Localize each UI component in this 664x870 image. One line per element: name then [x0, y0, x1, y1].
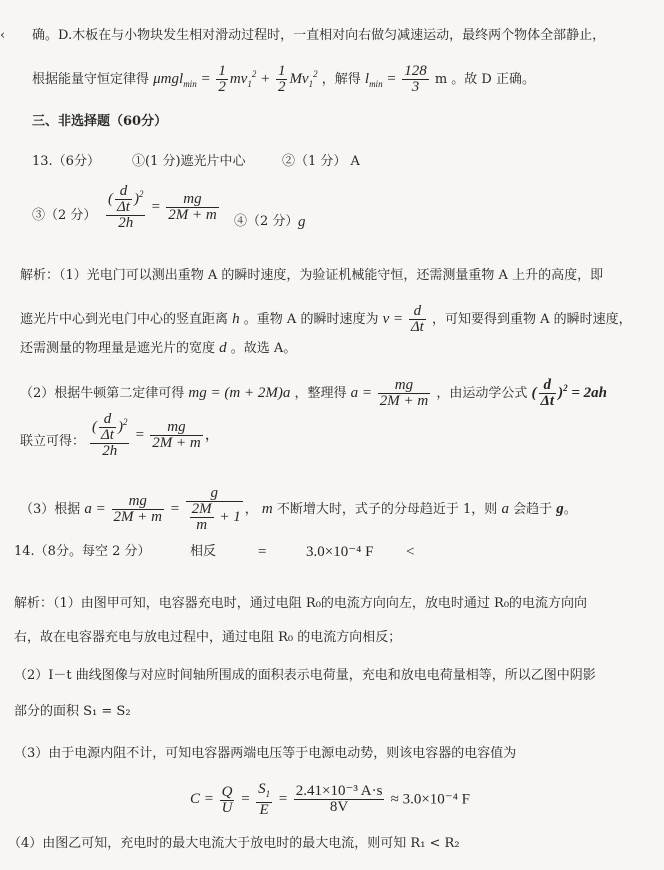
a13-p2-line1 — [20, 378, 607, 409]
a13-p1-line2c: ，可知要得到重物 A 的瞬时速度， — [432, 311, 632, 327]
a14-p3-line1: （3）由于电源内阻不计，可知电容器两端电压等于电源电动势，则该电容器的电容值为 — [14, 746, 517, 761]
lmin-den: 3 — [411, 79, 420, 96]
var-g: g — [556, 500, 564, 517]
lmin-num: 128 — [404, 63, 427, 80]
edge-mark: ‹ — [0, 28, 6, 43]
top-line-2-prefix: 根据能量守恒定律得 — [32, 72, 150, 87]
q13-ans3-label: ③（2 分） — [32, 208, 97, 223]
a13-p3 — [20, 486, 577, 533]
top-line-2-suffix: m 。故 D 正确。 — [434, 72, 535, 87]
formula-a-limit: a = $\frac{mg}{2M + m}$ = g $\frac{2M}{m}$ + 1 — [84, 485, 241, 533]
var-d: d — [219, 340, 227, 356]
formula-lmin: $l_{min}$ = $\frac{128}{3}$ — [364, 63, 427, 96]
q13-label: 13.（6分） — [32, 154, 100, 169]
q13-ans4-var: g — [298, 214, 306, 230]
a14-capacitance-formula: C = $\frac{Q}{U}$ = $\frac{S_1}{E}$ = $\frac{\text{2.41×10⁻³ A·s}}{8V}$ ≈ 3.0×10⁻⁴ F — [190, 781, 471, 818]
a13-p2-a: （2）根据牛顿第二定律可得 — [20, 386, 185, 401]
a13-p1-line3b: 。故选 A。 — [230, 341, 297, 356]
cap-result: ≈ 3.0×10⁻⁴ F — [390, 791, 471, 808]
q14-ans2: = — [258, 544, 267, 560]
q13-ans2: ②（1 分） A — [282, 154, 360, 169]
q13-ans4-label: ④（2 分） — [234, 214, 299, 229]
formula-kinematic: ( $\frac{d}{\Delta t}$ )$^2$ = 2ah — [531, 377, 607, 410]
a13-p2-c: ，由运动学公式 — [436, 386, 528, 401]
q14-ans4: < — [406, 544, 415, 560]
q14-ans3: 3.0×10⁻⁴ F — [306, 544, 374, 560]
formula-newton: mg = (m + 2M)a — [188, 385, 291, 401]
q13-ans1: ①(1 分)遮光片中心 — [132, 154, 246, 169]
a14-p1-line1: 解析：（1）由图甲可知，电容器充电时，通过电阻 R₀的电流方向向左，放电时通过 R₀的电流方向向 — [14, 596, 588, 611]
cap-den: 8V — [329, 799, 349, 816]
a13-p3-a: （3）根据 — [20, 501, 81, 517]
var-a: a — [501, 500, 509, 517]
section-title: 三、非选择题（60分） — [32, 114, 168, 129]
a14-p2-line2: 部分的面积 S₁ = S₂ — [14, 704, 131, 719]
a14-p1-line2: 右，故在电容器充电与放电过程中，通过电阻 R₀ 的电流方向相反； — [14, 630, 402, 645]
formula-v: v = $\frac{d}{\Delta t}$ — [382, 303, 424, 335]
top-line-2-mid: ，解得 — [321, 72, 361, 87]
a13-p1-line2b: 。重物 A 的瞬时速度为 — [243, 311, 379, 327]
a13-p1-line2a: 遮光片中心到光电门中心的竖直距离 — [20, 311, 229, 327]
a14-p2-line1: （2）I－t 曲线图像与对应时间轴所围成的面积表示电荷量，充电和放电电荷量相等，所以乙图中阴影 — [14, 668, 596, 683]
a13-p1-line1: 解析：（1）光电门可以测出重物 A 的瞬时速度，为验证机械能守恒，还需测量重物 A 上升的高度，即 — [20, 268, 604, 283]
a13-p1-line3 — [20, 338, 296, 359]
q14-ans1: 相反 — [190, 544, 217, 559]
a13-p3-b: ， — [244, 501, 258, 517]
var-m: m — [261, 500, 273, 517]
top-line-2 — [32, 64, 535, 95]
a13-p3-c: 不断增大时，式子的分母趋近于 1，则 — [276, 501, 498, 517]
a14-p4-line1: （4）由图乙可知，充电时的最大电流大于放电时的最大电流，则可知 R₁ < R₂ — [8, 836, 460, 851]
a13-p3-end: 。 — [563, 501, 577, 517]
q14-label: 14.（8分。每空 2 分） — [14, 544, 151, 559]
a13-p3-d: 会趋于 — [513, 501, 553, 517]
a13-p1-line3a: 还需测量的物理量是遮光片的宽度 — [20, 341, 216, 356]
cap-num: 2.41×10⁻³ A·s — [295, 783, 383, 800]
a13-p2-d: 联立可得： — [20, 434, 86, 449]
formula-energy: μmgl$_{min}$ = $\frac{1}{2}$ $mv_1^2$ + $\frac{1}{2}$ $Mv_1^2$ — [153, 63, 318, 96]
top-line-1: 确。D.木板在与小物块发生相对滑动过程时，一直相对向右做匀减速运动，最终两个物体全部静止， — [32, 28, 606, 43]
a13-p2-b: ，整理得 — [294, 386, 347, 401]
q13-ans3-formula: ( $\frac{d}{\Delta t}$ )$^2$ 2h = $\frac{mg}{2M + m}$ — [108, 183, 217, 231]
a13-p1-line2 — [20, 304, 632, 335]
formula-a: a = $\frac{mg}{2M + m}$ — [350, 377, 429, 410]
a13-combined-formula: ( $\frac{d}{\Delta t}$ )$^2$ 2h = $\frac{mg}{2M + m}$ ， — [92, 411, 220, 459]
var-h: h — [232, 310, 240, 327]
